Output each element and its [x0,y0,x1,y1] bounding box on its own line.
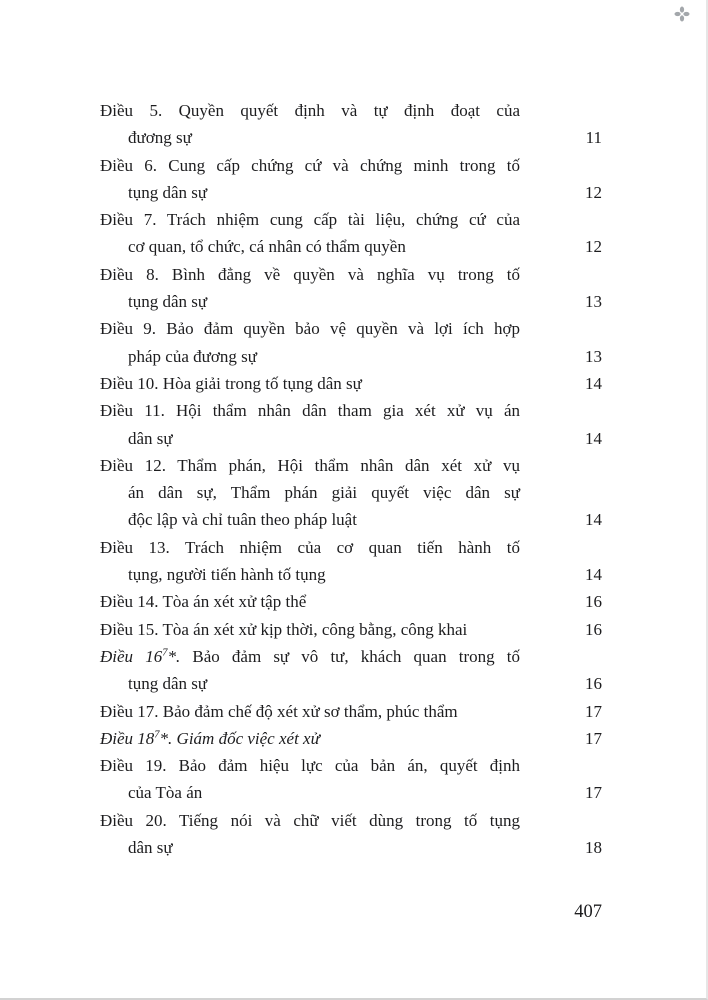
toc-line-text: Điều 20. Tiếng nói và chữ viết dùng trong tố tụng [100,810,520,830]
toc-line-text: Điều 11. Hội thẩm nhân dân tham gia xét xử vụ án [100,401,520,421]
toc-line-text: pháp của đương sự [128,346,257,366]
toc-page-number: 16 [585,674,602,694]
toc-line [100,807,602,834]
toc-line-text: tụng dân sự [128,674,208,694]
toc-line-text: Điều $16^7*$. Bảo đảm sự vô tư, khách quan trong tố [100,646,520,666]
toc-line-text: án dân sự, Thẩm phán giải quyết việc dân sự [128,483,520,503]
toc-entry [100,588,602,615]
toc-entry [100,397,602,452]
toc-page-number: 18 [585,838,602,858]
toc-line-text: Điều 7. Trách nhiệm cung cấp tài liệu, chứng cứ của [100,210,520,230]
toc-page-number: 14 [585,373,602,393]
toc-line [100,725,602,752]
footer-page-number: 407 [574,902,602,922]
toc-line-text: Điều 19. Bảo đảm hiệu lực của bản án, quyết định [100,756,520,776]
toc-line-text: tụng dân sự [128,182,208,202]
toc-page-number: 14 [585,510,602,530]
toc-line-text: Điều 15. Tòa án xét xử kịp thời, công bằng, công khai [100,619,468,639]
toc-line-text: của Tòa án [128,783,203,803]
toc-line [100,588,602,615]
toc-entry [100,616,602,643]
toc-entry [100,643,602,698]
toc-line [100,670,602,697]
toc-line [100,315,602,342]
toc-page-number: 16 [585,619,602,639]
toc-page-number: 12 [585,237,602,257]
toc-line-text: đương sự [128,128,192,148]
toc-page-number: 12 [585,182,602,202]
toc-line [100,616,602,643]
toc-line [100,397,602,424]
toc-line [100,698,602,725]
toc-line-text: Điều 9. Bảo đảm quyền bảo vệ quyền và lợi ích hợp [100,319,520,339]
toc-line [100,179,602,206]
toc-line [100,261,602,288]
toc-line [100,561,602,588]
toc-line-text: dân sự [128,428,173,448]
toc-entry [100,370,602,397]
toc-line-text: Điều 6. Cung cấp chứng cứ và chứng minh trong tố [100,155,520,175]
toc-line-text: tụng, người tiến hành tố tụng [128,565,326,585]
toc-line-text: tụng dân sự [128,292,208,312]
toc-line [100,152,602,179]
toc-page-number: 13 [585,346,602,366]
toc-line [100,124,602,151]
toc-line [100,233,602,260]
toc-entry [100,698,602,725]
toc-page-number: 11 [585,128,602,148]
toc-line-text: Điều 8. Bình đẳng về quyền và nghĩa vụ trong tố [100,264,520,284]
toc-page-number: 17 [585,728,602,748]
toc-entry [100,152,602,207]
toc-entry [100,97,602,152]
toc-page-number: 14 [585,428,602,448]
toc-line [100,206,602,233]
toc-line-text: Điều 17. Bảo đảm chế độ xét xử sơ thẩm, phúc thẩm [100,701,458,721]
toc-line-text: độc lập và chỉ tuân theo pháp luật [128,510,357,530]
toc-line [100,97,602,124]
toc-line-text: Điều 14. Tòa án xét xử tập thể [100,592,307,612]
toc-line [100,452,602,479]
toc-line-text: Điều $18^7*$. Giám đốc việc xét xử [100,728,320,748]
toc-line [100,506,602,533]
toc-line-text: Điều 13. Trách nhiệm của cơ quan tiến hành tố [100,537,520,557]
toc-line [100,643,602,670]
toc-entry [100,452,602,534]
toc-entry [100,752,602,807]
toc-entry [100,315,602,370]
toc-line-text: Điều 12. Thẩm phán, Hội thẩm nhân dân xét xử vụ [100,455,520,475]
toc-entry [100,807,602,862]
toc-line [100,425,602,452]
toc-line-text: Điều 5. Quyền quyết định và tự định đoạt của [100,101,520,120]
toc-line [100,779,602,806]
toc-line [100,479,602,506]
toc-entry [100,725,602,752]
toc-line [100,752,602,779]
toc-line [100,343,602,370]
toc-list [100,97,602,861]
toc-line [100,534,602,561]
toc-page-number: 16 [585,592,602,612]
toc-line-text: dân sự [128,838,173,858]
toc-line [100,370,602,397]
toc-page-number: 13 [585,292,602,312]
toc-page-number: 14 [585,565,602,585]
toc-line-text: Điều 10. Hòa giải trong tố tụng dân sự [100,373,362,393]
toc-page-number: 17 [585,783,602,803]
flower-ornament-icon [674,6,690,22]
toc-entry [100,534,602,589]
toc-entry [100,261,602,316]
toc-line-text: cơ quan, tổ chức, cá nhân có thẩm quyền [128,237,406,257]
toc-page-number: 17 [585,701,602,721]
toc-line [100,288,602,315]
toc-entry [100,206,602,261]
toc-line [100,834,602,861]
